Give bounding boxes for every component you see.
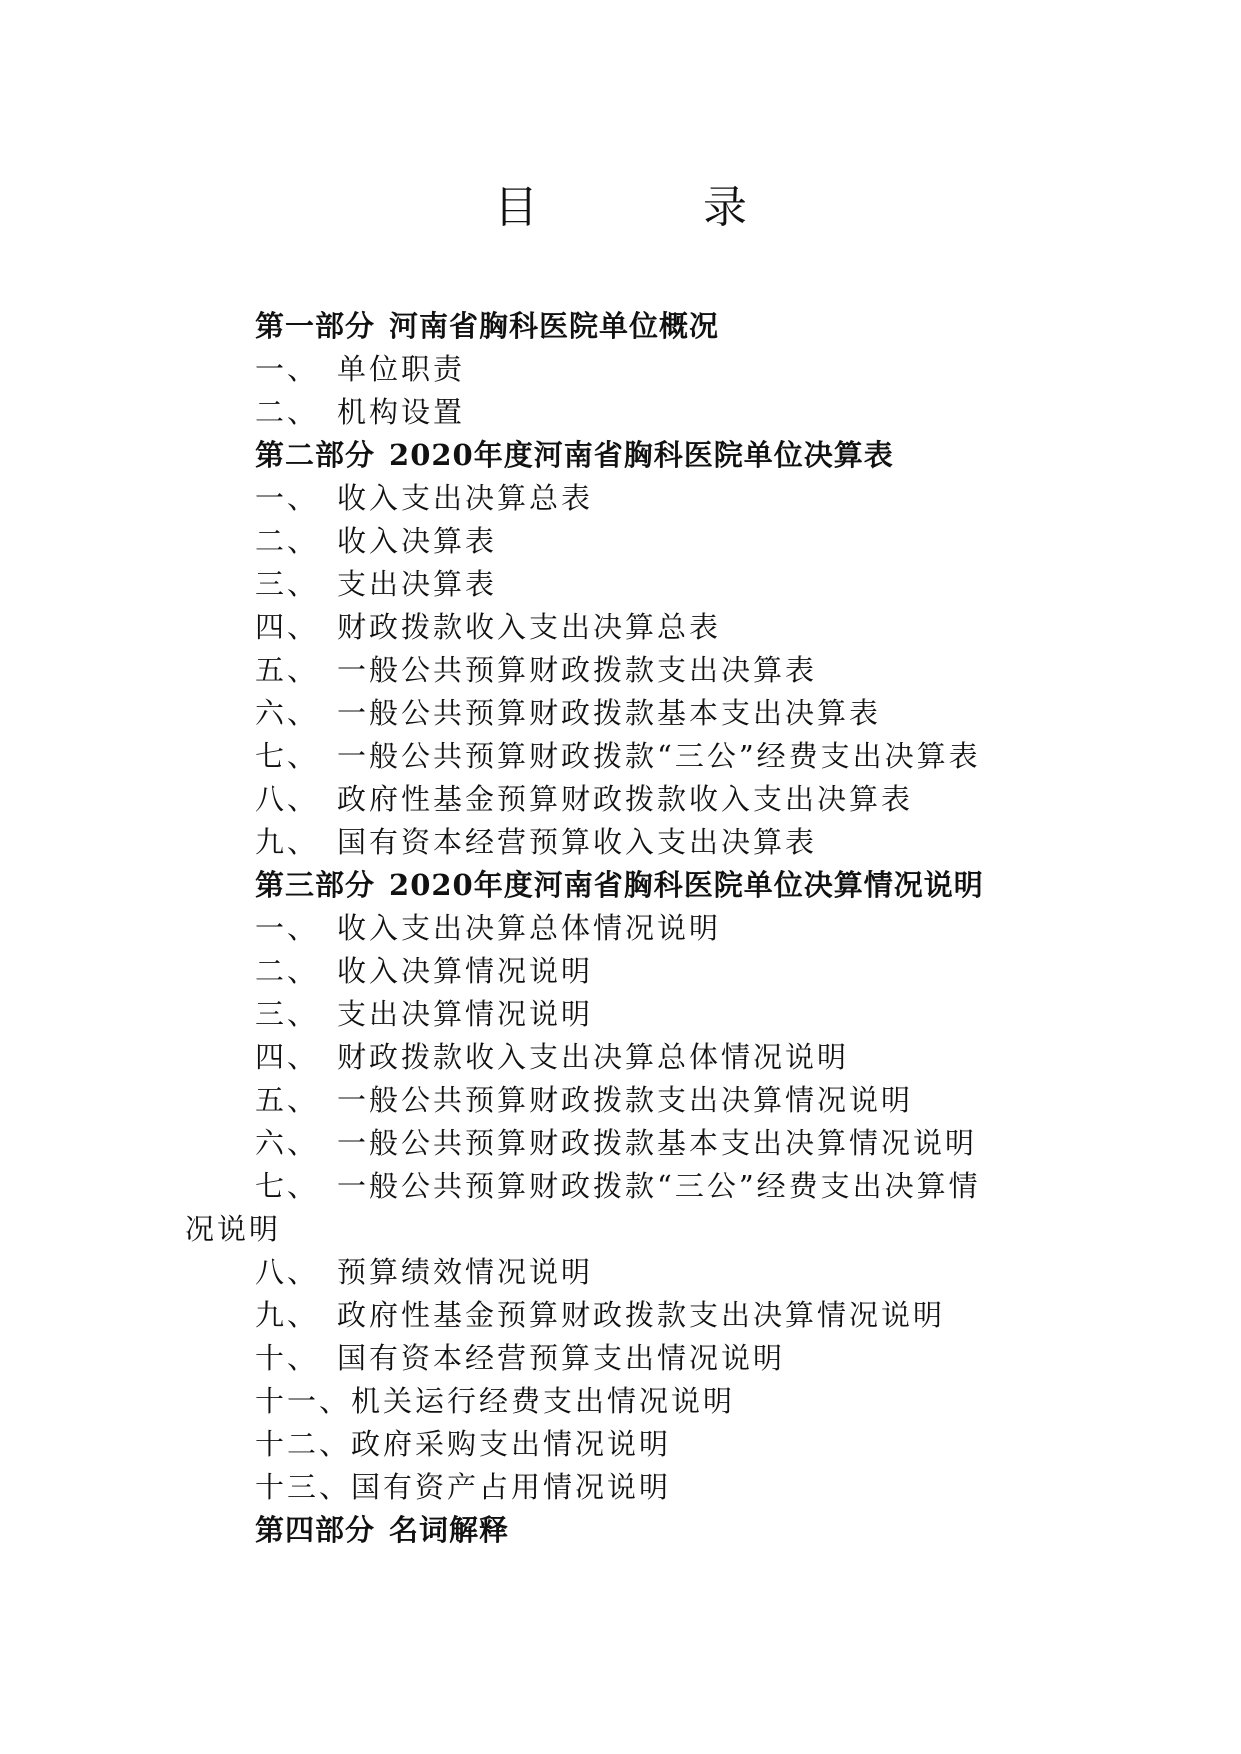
toc-part-heading <box>255 305 1055 348</box>
toc-item-title-continuation: 况说明 <box>185 1212 282 1246</box>
toc-item-title: 政府性基金预算财政拨款收入支出决算表 <box>337 782 914 816</box>
toc-item <box>255 735 1055 778</box>
toc-item <box>255 606 1055 649</box>
toc-part-heading <box>255 864 1055 907</box>
toc-item-title: 收入支出决算总体情况说明 <box>337 911 722 945</box>
toc-item-number: 七、 <box>255 739 320 773</box>
toc-item-title: 国有资本经营预算收入支出决算表 <box>337 825 818 859</box>
toc-item-title: 单位职责 <box>337 352 466 386</box>
toc-item-title: 一般公共预算财政拨款支出决算情况说明 <box>337 1083 914 1117</box>
toc-item-continuation <box>185 1208 1055 1251</box>
toc-item-number: 十、 <box>255 1341 320 1375</box>
toc-item <box>255 907 1055 950</box>
toc-item-number: 九、 <box>255 825 320 859</box>
toc-item <box>255 520 1055 563</box>
toc-item <box>255 649 1055 692</box>
toc-item-title: 政府采购支出情况说明 <box>351 1427 672 1461</box>
toc-item-number: 九、 <box>255 1298 320 1332</box>
toc-item-number: 八、 <box>255 782 320 816</box>
toc-item-title: 支出决算情况说明 <box>337 997 594 1031</box>
toc-item-title: 财政拨款收入支出决算总表 <box>337 610 722 644</box>
toc-item-title: 政府性基金预算财政拨款支出决算情况说明 <box>337 1298 946 1332</box>
toc-part-title: 2020年度河南省胸科医院单位决算表 <box>389 438 894 472</box>
toc-item-number: 五、 <box>255 1083 320 1117</box>
toc-part-label: 第二部分 <box>255 438 376 472</box>
toc-item-number: 三、 <box>255 997 320 1031</box>
toc-item-number: 六、 <box>255 1126 320 1160</box>
toc-item <box>255 1251 1055 1294</box>
toc-part-title: 名词解释 <box>389 1513 510 1547</box>
toc-item <box>255 821 1055 864</box>
toc-item <box>255 993 1055 1036</box>
toc-item <box>255 391 1055 434</box>
toc-item-number: 四、 <box>255 610 320 644</box>
toc-item <box>255 563 1055 606</box>
toc-item-number: 一、 <box>255 911 320 945</box>
toc-part-heading <box>255 434 1055 477</box>
toc-item-number: 十二、 <box>255 1427 352 1461</box>
toc-item-title: 收入决算情况说明 <box>337 954 594 988</box>
toc-item-number: 六、 <box>255 696 320 730</box>
toc-item-title: 国有资产占用情况说明 <box>351 1470 672 1504</box>
toc-item-title: 机关运行经费支出情况说明 <box>351 1384 736 1418</box>
toc-item-title: 收入决算表 <box>337 524 498 558</box>
toc-item-title: 支出决算表 <box>337 567 498 601</box>
toc-item <box>255 1380 1055 1423</box>
toc-item-title: 机构设置 <box>337 395 466 429</box>
toc-item <box>255 1337 1055 1380</box>
toc-item-number: 一、 <box>255 481 320 515</box>
toc-item <box>255 1079 1055 1122</box>
toc-item-title: 财政拨款收入支出决算总体情况说明 <box>337 1040 850 1074</box>
toc-part-label: 第三部分 <box>255 868 376 902</box>
toc-item-title: 预算绩效情况说明 <box>337 1255 594 1289</box>
toc-item-title: 一般公共预算财政拨款支出决算表 <box>337 653 818 687</box>
toc-item-number: 四、 <box>255 1040 320 1074</box>
toc-item <box>255 778 1055 821</box>
toc-item-number: 二、 <box>255 395 320 429</box>
toc-item <box>255 1122 1055 1165</box>
toc-item-title: 国有资本经营预算支出情况说明 <box>337 1341 786 1375</box>
toc-part-heading <box>255 1509 1055 1552</box>
toc-item <box>255 950 1055 993</box>
toc-part-label: 第一部分 <box>255 309 376 343</box>
toc-part-title: 2020年度河南省胸科医院单位决算情况说明 <box>389 868 984 902</box>
toc-item-number: 八、 <box>255 1255 320 1289</box>
toc-item-title: 一般公共预算财政拨款“三公”经费支出决算情 <box>337 1169 981 1203</box>
toc-item-title: 一般公共预算财政拨款基本支出决算情况说明 <box>337 1126 978 1160</box>
title-char-2: 录 <box>703 182 747 233</box>
toc-item <box>255 348 1055 391</box>
toc-item-number: 三、 <box>255 567 320 601</box>
table-of-contents <box>185 305 1055 1552</box>
toc-item-title: 一般公共预算财政拨款基本支出决算表 <box>337 696 882 730</box>
title-char-1: 目 <box>494 182 538 233</box>
toc-part-label: 第四部分 <box>255 1513 376 1547</box>
toc-item <box>255 1036 1055 1079</box>
toc-item <box>255 477 1055 520</box>
toc-item <box>255 1165 1055 1208</box>
toc-item-number: 十一、 <box>255 1384 352 1418</box>
toc-item <box>255 1466 1055 1509</box>
toc-item-title: 收入支出决算总表 <box>337 481 594 515</box>
toc-item <box>255 1423 1055 1466</box>
toc-item-number: 一、 <box>255 352 320 386</box>
toc-item <box>255 692 1055 735</box>
toc-part-title: 河南省胸科医院单位概况 <box>389 309 720 343</box>
toc-item-number: 五、 <box>255 653 320 687</box>
toc-item-number: 七、 <box>255 1169 320 1203</box>
toc-item-title: 一般公共预算财政拨款“三公”经费支出决算表 <box>337 739 981 773</box>
page-title <box>0 178 1241 238</box>
toc-item-number: 二、 <box>255 524 320 558</box>
toc-item-number: 二、 <box>255 954 320 988</box>
toc-item-number: 十三、 <box>255 1470 352 1504</box>
toc-item <box>255 1294 1055 1337</box>
